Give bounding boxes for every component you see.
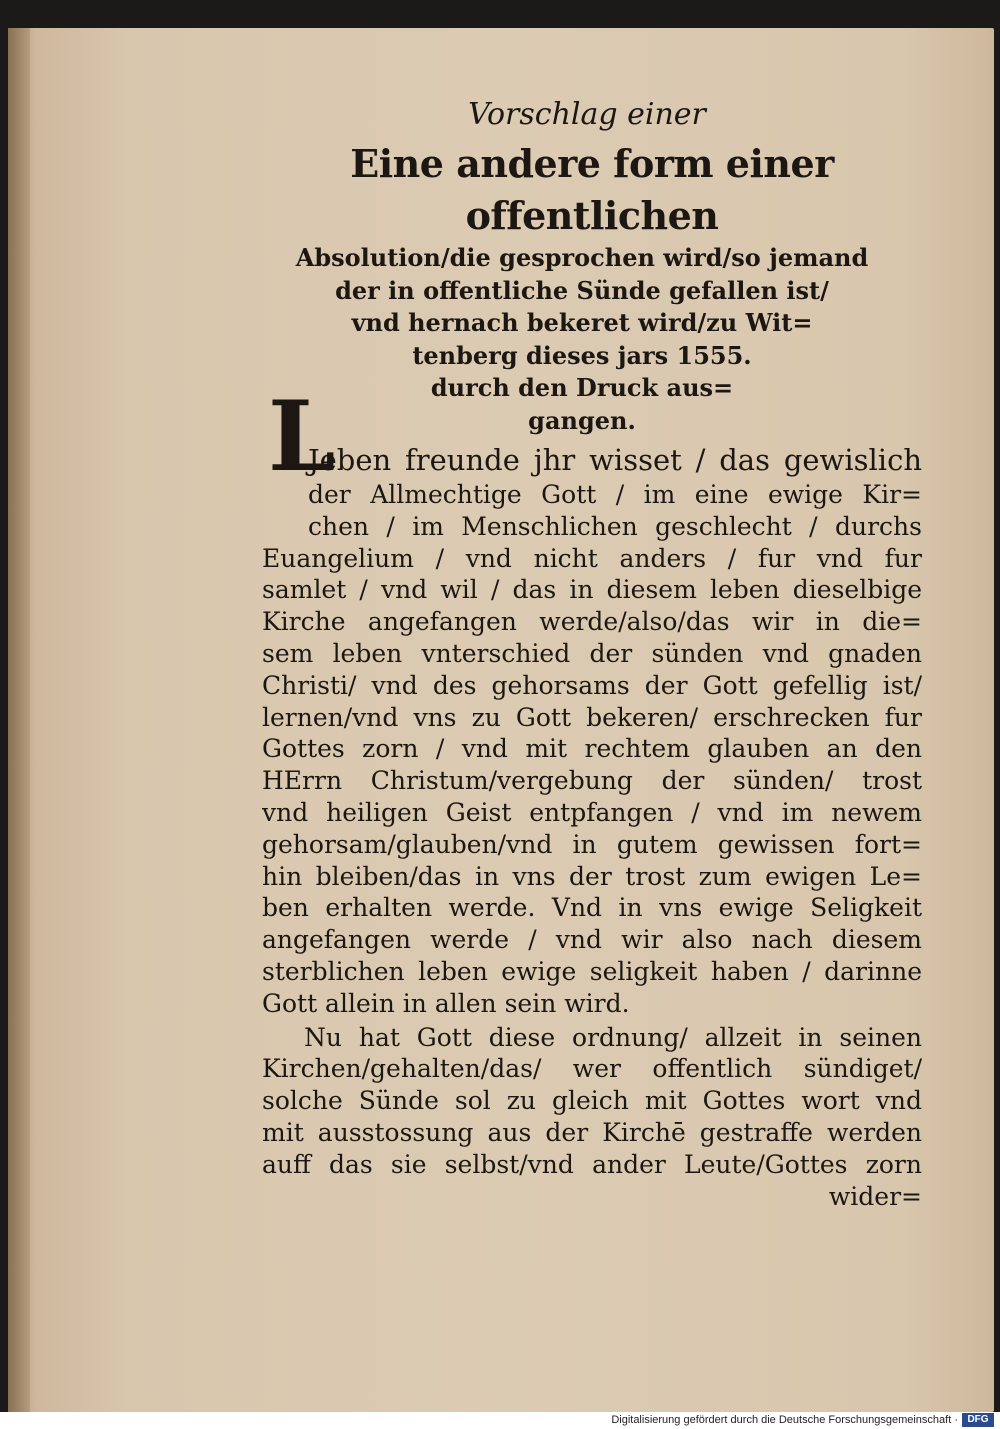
body-line: Kirche angefangen werde/also/das wir in die= [262,607,922,637]
body-line: angefangen werde / vnd wir also nach diesem [262,925,922,955]
body-line: mit ausstossung aus der Kirchē gestraffe werden [262,1117,922,1147]
body-line: lernen/vnd vns zu Gott bekeren/ erschrecken fur [262,702,922,732]
body-line: sem leben vnterschied der sünden vnd gnaden [262,638,922,668]
body-line: Euangelium / vnd nicht anders / fur vnd fur [262,543,922,573]
body-line: auff das sie selbst/vnd ander Leute/Gottes zorn [262,1149,922,1179]
body-line: vnd heiligen Geist entpfangen / vnd im newem [262,797,922,827]
body-line: Gottes zorn / vnd mit rechtem glauben an den [262,734,922,764]
heading-subtitle-line: vnd hernach bekeret wird/zu Wit= [351,308,813,337]
catchword: wider= [828,1181,922,1211]
heading-subtitle-line: gangen. [528,405,636,435]
body-line: Kirchen/gehalten/das/ wer offentlich sündiget/ [262,1054,922,1084]
body-line: Nu hat Gott diese ordnung/ allzeit in seinen [304,1022,922,1052]
section-heading: Eine andere form einer offentlichen [350,141,834,238]
heading-subtitle-line: Absolution/die gesprochen wird/so jemand [295,243,869,272]
body-line: samlet / vnd wil / das in diesem leben dieselbige [262,575,922,605]
dfg-logo: DFG [962,1413,994,1427]
paragraph-1 [262,441,942,1020]
body-line: Gott allein in allen sein wird. [262,988,630,1018]
heading-subtitle-line: der in offentliche Sünde gefallen ist/ [335,275,829,305]
body-line: ben erhalten werde. Vnd in vns ewige Seligkeit [262,893,922,923]
heading-subtitle [262,242,942,437]
body-line: solche Sünde sol zu gleich mit Gottes wort vnd [262,1086,922,1116]
heading-subtitle-line: tenberg dieses jars 1555. [412,340,752,370]
body-line: Christi/ vnd des gehorsams der Gott gefellig ist/ [262,670,922,700]
body-line: der Allmechtige Gott / im eine ewige Kir= [308,480,922,509]
body-line: sterblichen leben ewige seligkeit haben / darinne [262,956,922,986]
body-line: hin bleiben/das in vns der trost zum ewigen Le= [262,861,922,891]
paragraph-2 [262,1022,942,1213]
page-gutter-edge [8,28,30,1412]
page-text [262,92,942,1212]
paragraph-first-line: Jeben freunde jhr wisset / das gewislich [308,443,922,477]
running-title: Vorschlag einer [468,97,706,132]
funding-credit: Digitalisierung gefördert durch die Deutsche Forschungsgemeinschaft · [611,1414,958,1426]
body-line: gehorsam/glauben/vnd in gutem gewissen fort= [262,829,922,859]
drop-cap-initial: L [268,380,336,493]
body-line: HErrn Christum/vergebung der sünden/ trost [262,766,922,796]
body-line: chen / im Menschlichen geschlecht / durchs [308,511,922,541]
heading-subtitle-line: durch den Druck aus= [430,373,734,402]
